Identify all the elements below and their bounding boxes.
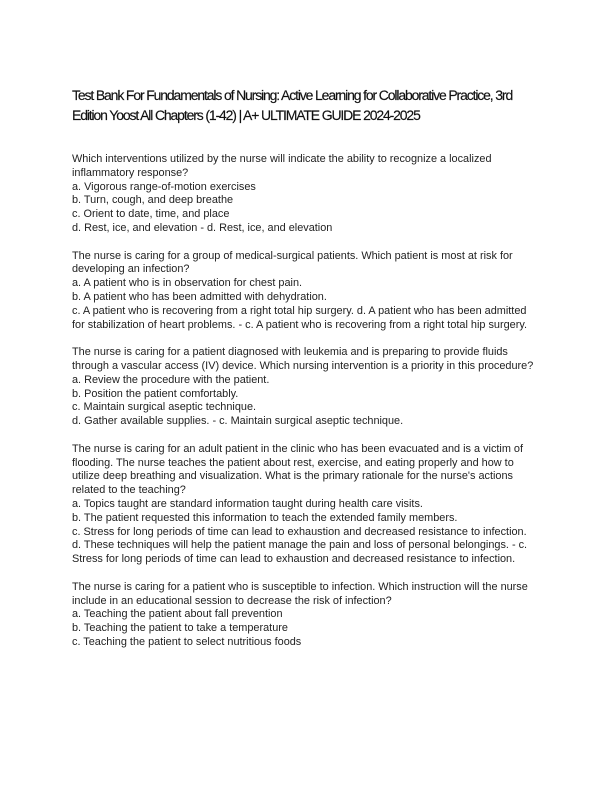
answer-option: b. Position the patient comfortably. — [72, 387, 239, 400]
question-prompt: The nurse is caring for a patient diagnosed with leukemia and is preparing to provide fluids through a vascular access (IV) device. Which nursing intervention is a priority in this procedure? — [72, 346, 534, 372]
question-item-5 — [72, 581, 542, 650]
question-prompt: The nurse is caring for a patient who is susceptible to infection. Which instruction will the nurse include in an educational session to decrease the risk of infection? — [72, 580, 528, 607]
answer-option: a. Vigorous range-of-motion exercises — [72, 180, 256, 193]
answer-option: b. A patient who has been admitted with dehydration. — [72, 290, 327, 303]
question-item-3 — [72, 346, 542, 429]
answer-option: c. Orient to date, time, and place — [72, 208, 230, 221]
question-prompt: The nurse is caring for a group of medical-surgical patients. Which patient is most at risk for developing an infection? — [72, 249, 513, 276]
answer-option: a. Teaching the patient about fall prevention — [72, 608, 283, 621]
answer-option: c. Teaching the patient to select nutritious foods — [72, 635, 302, 648]
answer-option: c. A patient who is recovering from a right total hip surgery. d. A patient who has been admitted for stabilization of heart problems. - c. A patient who is recovering from a right total hip surgery. — [72, 304, 527, 331]
question-list — [72, 153, 542, 663]
document-title: Test Bank For Fundamentals of Nursing: Active Learning for Collaborative Practice, 3rd Edition Yoost All Chapters (1-42) | A+ ULTIMATE GUIDE 2024-2025 — [72, 88, 513, 124]
answer-option: a. Review the procedure with the patient. — [72, 373, 270, 386]
answer-option: b. Turn, cough, and deep breathe — [72, 194, 234, 207]
answer-option: c. Maintain surgical aseptic technique. — [72, 401, 257, 414]
answer-option: c. Stress for long periods of time can lead to exhaustion and decreased resistance to infection. — [72, 525, 527, 538]
question-prompt: The nurse is caring for an adult patient in the clinic who has been evacuated and is a victim of flooding. The nurse teaches the patient about rest, exercise, and eating properly and how to utilize deep breathing and visualization. What is the primary rationale for the nurse's actions related to the teaching? — [72, 442, 524, 497]
question-item-1 — [72, 153, 542, 236]
answer-option: a. A patient who is in observation for chest pain. — [72, 277, 303, 290]
question-item-2 — [72, 250, 542, 333]
answer-option: a. Topics taught are standard information taught during health care visits. — [72, 497, 423, 510]
question-item-4 — [72, 443, 542, 567]
answer-option: b. The patient requested this information to teach the extended family members. — [72, 511, 458, 524]
answer-option: b. Teaching the patient to take a temperature — [72, 622, 288, 635]
answer-option: d. Rest, ice, and elevation - d. Rest, ice, and elevation — [72, 221, 333, 234]
answer-option: d. Gather available supplies. - c. Maintain surgical aseptic technique. — [72, 415, 404, 428]
answer-option: d. These techniques will help the patient manage the pain and loss of personal belongings. - c. Stress for long periods of time can lead to exhaustion and decreased resistance to infection. — [72, 539, 528, 566]
question-prompt: Which interventions utilized by the nurse will indicate the ability to recognize a localized inflammatory response? — [72, 153, 492, 179]
